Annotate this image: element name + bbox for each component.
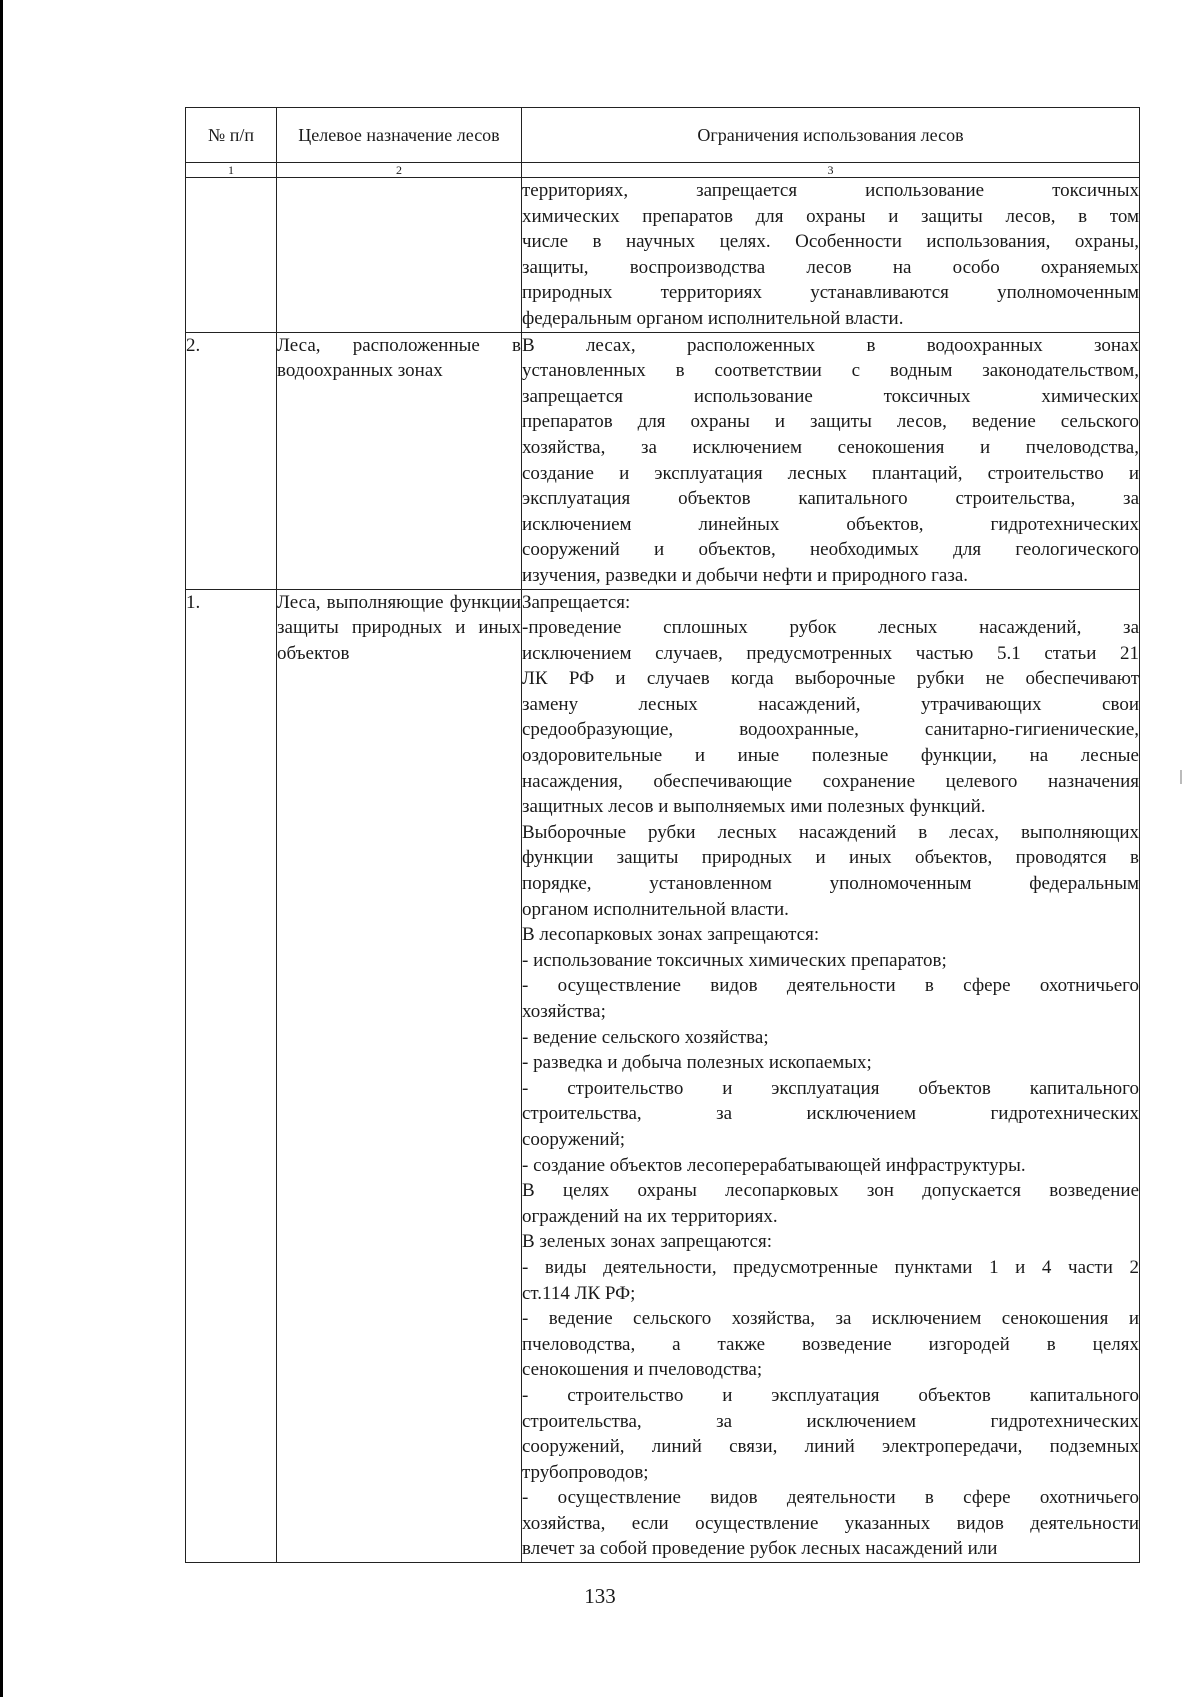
restriction-line: защитных лесов и выполняемых ими полезных функций. — [522, 796, 986, 818]
restriction-line: строительства, за исключением гидротехнических — [522, 1103, 1139, 1125]
table-row — [186, 178, 1140, 333]
restriction-line: установленных в соответствии с водным законодательством, — [522, 360, 1139, 382]
restriction-line: - виды деятельности, предусмотренные пунктами 1 и 4 части 2 — [522, 1256, 1139, 1278]
restriction-line: -проведение сплошных рубок лесных насаждений, за — [522, 617, 1139, 639]
restriction-line: федеральным органом исполнительной власти. — [522, 307, 904, 329]
restriction-line: сооружений и объектов, необходимых для геологического — [522, 539, 1139, 561]
row-purpose — [277, 178, 522, 333]
restriction-line: ограждений на их территориях. — [522, 1205, 778, 1227]
column-number-row — [186, 163, 1140, 178]
restriction-line: Запрещается: — [522, 591, 631, 613]
restriction-line: функции защиты природных и иных объектов, проводятся в — [522, 847, 1139, 869]
restriction-line: насаждения, обеспечивающие сохранение целевого назначения — [522, 770, 1139, 792]
restriction-line: строительства, за исключением гидротехнических — [522, 1410, 1139, 1432]
row-purpose: Леса, расположенные в водоохранных зонах — [277, 332, 522, 589]
restriction-line: сенокошения и пчеловодства; — [522, 1359, 763, 1381]
restriction-line: В целях охраны лесопарковых зон допускается возведение — [522, 1180, 1139, 1202]
header-restrictions: Ограничения использования лесов — [522, 108, 1140, 163]
restriction-line: трубопроводов; — [522, 1461, 649, 1483]
restriction-line: Выборочные рубки лесных насаждений в лесах, выполняющих — [522, 821, 1139, 843]
column-number: 2 — [277, 163, 522, 178]
scan-artifact — [1180, 770, 1182, 784]
restriction-line: порядке, установленном уполномоченным федеральным — [522, 873, 1139, 895]
restriction-line: запрещается использование токсичных химических — [522, 385, 1139, 407]
restriction-line: влечет за собой проведение рубок лесных насаждений или — [522, 1538, 998, 1560]
column-number: 1 — [186, 163, 277, 178]
row-number: 1. — [186, 589, 277, 1563]
restriction-line: территориях, запрещается использование токсичных — [522, 180, 1139, 201]
restriction-line: хозяйства, если осуществление указанных видов деятельности — [522, 1512, 1139, 1534]
restriction-line: исключением линейных объектов, гидротехнических — [522, 513, 1139, 535]
restriction-line: - ведение сельского хозяйства, за исключением сенокошения и — [522, 1308, 1139, 1330]
restriction-line: - разведка и добыча полезных ископаемых; — [522, 1052, 872, 1074]
scan-left-edge — [0, 0, 3, 1697]
restriction-line: ЛК РФ и случаев когда выборочные рубки не обеспечивают — [522, 668, 1139, 690]
restriction-line: - строительство и эксплуатация объектов капитального — [522, 1077, 1139, 1099]
restriction-line: хозяйства, за исключением сенокошения и пчеловодства, — [522, 436, 1139, 458]
restriction-line: - использование токсичных химических препаратов; — [522, 949, 947, 971]
restriction-line: замену лесных насаждений, утрачивающих свои — [522, 693, 1139, 715]
restriction-line: В лесах, расположенных в водоохранных зонах — [522, 334, 1139, 356]
header-purpose: Целевое назначение лесов — [277, 108, 522, 163]
restriction-line: - создание объектов лесоперерабатывающей инфраструктуры. — [522, 1154, 1026, 1176]
restriction-line: природных территориях устанавливаются уполномоченным — [522, 282, 1139, 304]
row-number: 2. — [186, 332, 277, 589]
restriction-line: - ведение сельского хозяйства; — [522, 1026, 769, 1048]
restriction-line: хозяйства; — [522, 1001, 606, 1022]
restriction-line: - осуществление видов деятельности в сфере охотничьего — [522, 1487, 1139, 1509]
table-header-row — [186, 108, 1140, 163]
restriction-line: создание и эксплуатация лесных плантаций, строительство и — [522, 462, 1139, 484]
restriction-line: препаратов для охраны и защиты лесов, ведение сельского — [522, 411, 1139, 433]
row-restrictions — [522, 332, 1140, 589]
restriction-line: числе в научных целях. Особенности использования, охраны, — [522, 231, 1139, 253]
restriction-line: оздоровительные и иные полезные функции, на лесные — [522, 745, 1139, 767]
restriction-line: защиты, воспроизводства лесов на особо охраняемых — [522, 256, 1139, 278]
restriction-line: сооружений; — [522, 1128, 626, 1150]
restriction-line: эксплуатация объектов капитального строительства, за — [522, 488, 1139, 510]
restriction-line: В зеленых зонах запрещаются: — [522, 1231, 772, 1253]
restriction-line: органом исполнительной власти. — [522, 898, 789, 920]
forest-restrictions-table — [185, 107, 1140, 1563]
row-purpose: Леса, выполняющие функции защиты природных и иных объектов — [277, 589, 522, 1563]
restriction-line: ст.114 ЛК РФ; — [522, 1282, 636, 1304]
restriction-line: сооружений, линий связи, линий электропередачи, подземных — [522, 1436, 1139, 1458]
row-number — [186, 178, 277, 333]
table-row — [186, 332, 1140, 589]
row-restrictions — [522, 589, 1140, 1563]
restriction-line: - осуществление видов деятельности в сфере охотничьего — [522, 975, 1139, 997]
column-number: 3 — [522, 163, 1140, 178]
restriction-line: изучения, разведки и добычи нефти и природного газа. — [522, 564, 969, 586]
restriction-line: В лесопарковых зонах запрещаются: — [522, 924, 820, 946]
page-number: 133 — [584, 1584, 616, 1608]
table-row — [186, 589, 1140, 1563]
restriction-line: исключением случаев, предусмотренных частью 5.1 статьи 21 — [522, 642, 1139, 664]
restriction-line: - строительство и эксплуатация объектов капитального — [522, 1384, 1139, 1406]
header-number: № п/п — [186, 108, 277, 163]
restriction-line: средообразующие, водоохранные, санитарно-гигиенические, — [522, 719, 1139, 741]
restriction-line: химических препаратов для охраны и защиты лесов, в том — [522, 205, 1139, 227]
restriction-line: пчеловодства, а также возведение изгородей в целях — [522, 1333, 1139, 1355]
row-restrictions — [522, 178, 1140, 333]
